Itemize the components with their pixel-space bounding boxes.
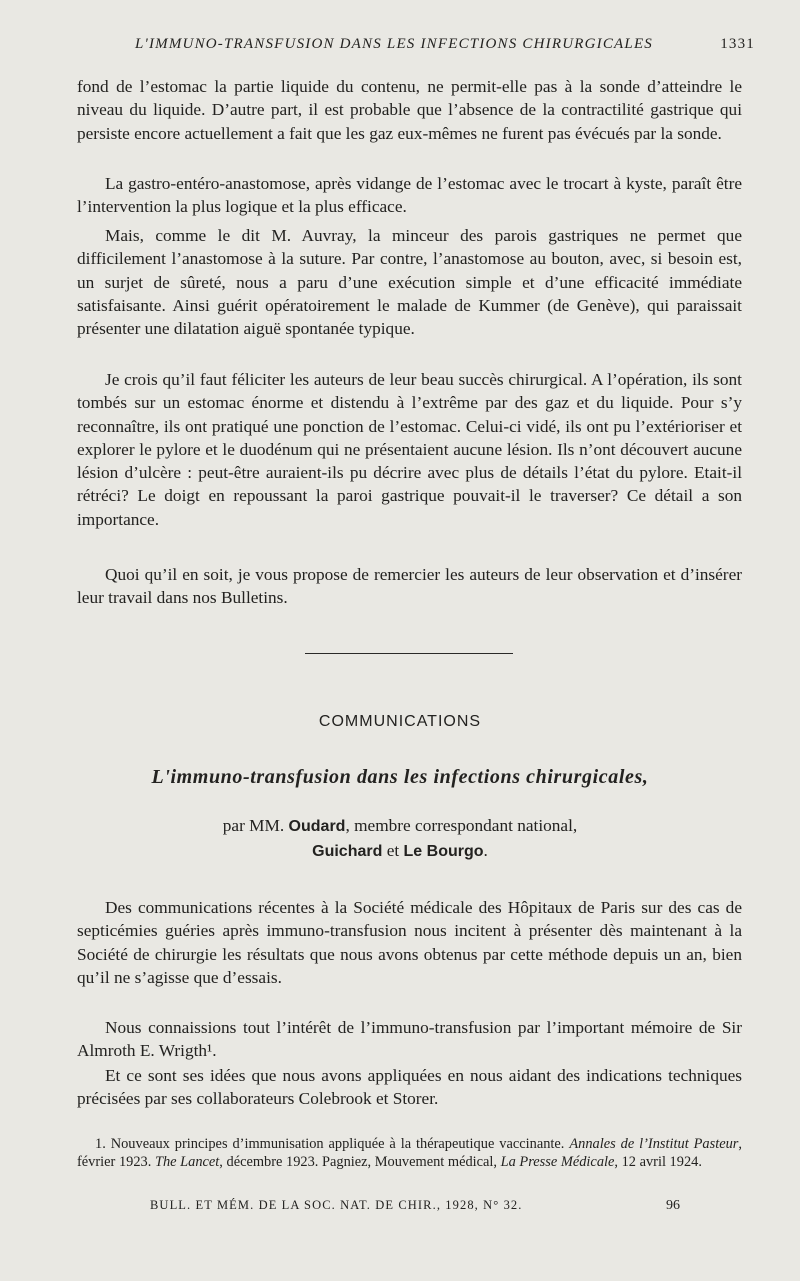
paragraph: Je crois qu’il faut féliciter les auteurs de leur beau succès chirurgical. A l’opération, ils sont tombés sur un estomac énorme et distendu à l’extrême par des gaz et du liquide. Pour s’y reconnaître, ils ont pratiqué une ponction de l’estomac. Celui-ci vidé, ils ont pu l’extérioriser et explorer le pylore et le duodénum qui ne présentaient aucune lésion. Ils n’ont découvert aucune lésion d’ulcère : peut-être auraient-ils pu décrire avec plus de détails l’état du pylore. Etait-il rétréci? Le doigt en repoussant la paroi gastrique pouvait-il le traverser? Ce détail a son importance. [77, 370, 742, 529]
footnote-text: 1. Nouveaux principes d’immunisation appliquée à la thérapeutique vaccinante. [95, 1136, 565, 1152]
byline-end: . [483, 841, 488, 860]
paragraph: La gastro-entéro-anastomose, après vidange de l’estomac avec le trocart à kyste, paraît être l’intervention la plus logique et la plus efficace. [77, 174, 742, 217]
article-byline [0, 814, 800, 864]
footnote-journal: La Presse Médicale [500, 1154, 615, 1170]
footnote-text: , décembre 1923. Pagniez, Mouvement médical, [219, 1154, 498, 1170]
paragraph: Quoi qu’il en soit, je vous propose de remercier les auteurs de leur observation et d’insérer leur travail dans nos Bulletins. [77, 565, 742, 608]
footer-citation: BULL. ET MÉM. DE LA SOC. NAT. DE CHIR., 1928, N° 32. [150, 1198, 523, 1212]
paragraph: Mais, comme le dit M. Auvray, la minceur des parois gastriques ne permet que difficilement l’anastomose à la suture. Par contre, l’anastomose au bouton, avec, si besoin est, un surjet de sûreté, nous a paru d’une exécution simple et d’une efficacité immédiate satisfaisante. Ainsi guérit opératoirement le malade de Kummer (de Genève), qui paraissait présenter une dilatation aiguë spontanée typique. [77, 226, 742, 339]
section-divider [305, 653, 513, 654]
article-paragraph: Et ce sont ses idées que nous avons appliquées en nous aidant des indications techniques précisées par ses collaborateurs Colebrook et Storer. [77, 1066, 742, 1109]
paragraph-continued: fond de l’estomac la partie liquide du contenu, ne permit-elle pas à la sonde d’atteindre le niveau du liquide. D’autre part, il est probable que l’absence de la contractilité gastrique qui persiste encore actuellement a fait que les gaz eux-mêmes ne furent pas évécués par la sonde. [77, 77, 742, 143]
footnote-journal: The Lancet [154, 1154, 220, 1170]
article-paragraph: Des communications récentes à la Société médicale des Hôpitaux de Paris sur des cas de septicémies guéries après immuno-transfusion nous incitent à présenter dès maintenant à la Société de chirurgie les résultats que nous avons obtenus par cette méthode depuis un an, bien qu’il ne s’agisse que d’essais. [77, 898, 742, 987]
sheet-number: 96 [666, 1198, 680, 1213]
footnote-text: , février 1923. [77, 1136, 742, 1170]
page-footer [150, 1198, 680, 1213]
author-name: Oudard [288, 818, 346, 835]
article-paragraph: Nous connaissions tout l’intérêt de l’immuno-transfusion par l’important mémoire de Sir Almroth E. Wrigth¹. [77, 1018, 742, 1061]
running-head-title: L'IMMUNO-TRANSFUSION DANS LES INFECTIONS CHIRURGICALES [135, 36, 654, 52]
author-name: Guichard [312, 843, 383, 860]
article-title: L'immuno-transfusion dans les infections chirurgicales, [151, 766, 649, 788]
section-heading: COMMUNICATIONS [318, 713, 482, 730]
running-head [135, 36, 755, 58]
footnote-journal: Annales de l’Institut Pasteur [569, 1136, 739, 1152]
author-role: , membre correspondant national, [345, 816, 578, 835]
byline-prefix: par MM. [222, 816, 285, 835]
author-name: Le Bourgo [403, 843, 484, 860]
page-number: 1331 [720, 36, 755, 52]
footnote-text: , 12 avril 1924. [614, 1154, 702, 1170]
footnote [77, 1135, 742, 1171]
byline-conjunction: et [386, 841, 400, 860]
